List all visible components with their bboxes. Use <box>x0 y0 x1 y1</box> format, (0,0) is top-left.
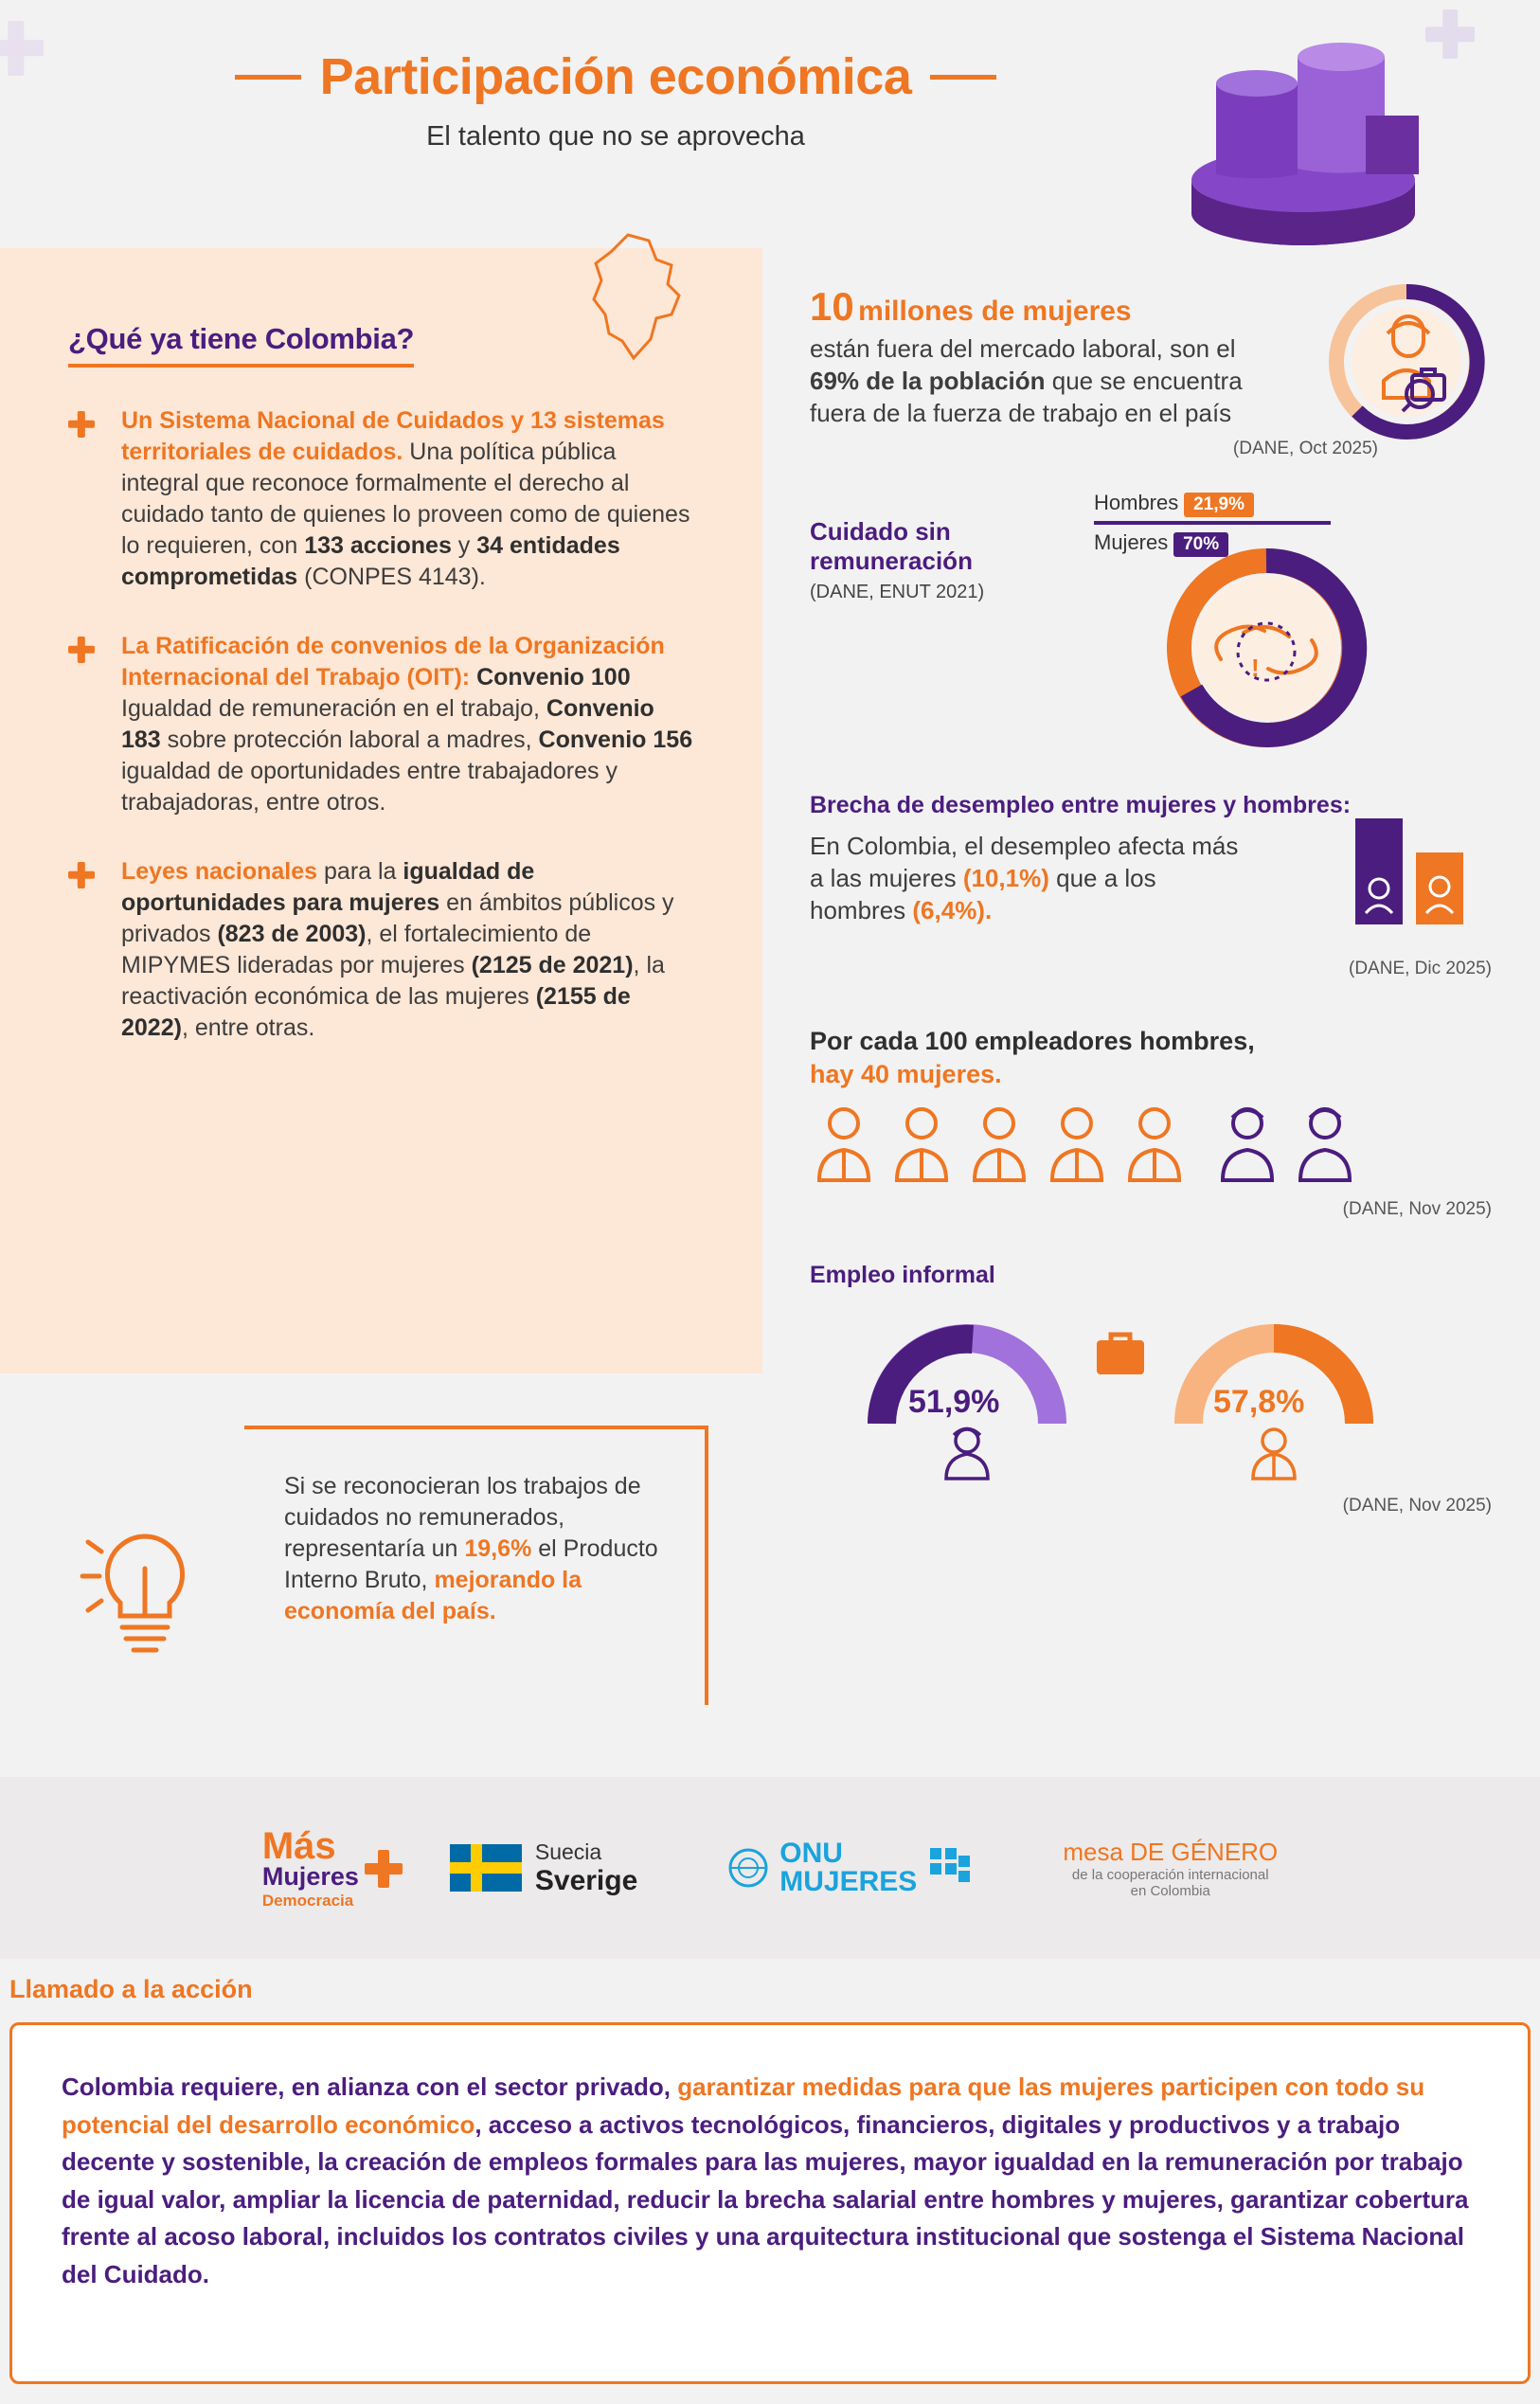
3d-bar-chart-decoration-icon <box>1180 28 1426 246</box>
woman-briefcase-magnifier-icon <box>1321 277 1492 447</box>
unemployment-gap-title: Brecha de desempleo entre mujeres y hombres: <box>810 792 1352 818</box>
informal-title: Empleo informal <box>810 1262 995 1288</box>
title-rule-right <box>930 75 996 80</box>
man-icon <box>1247 1424 1300 1480</box>
cross-icon <box>68 637 95 663</box>
legend-hombres: Hombres 21,9% <box>1094 491 1331 517</box>
legend-mujeres: Mujeres 70% <box>1094 530 1331 557</box>
gdp-callout-text: Si se reconocieran los trabajos de cuidados no remunerados, representaría un 19,6% el Producto Interno Bruto, mejorando la economía del país. <box>284 1473 658 1624</box>
informal-men-value: 57,8% <box>1213 1384 1305 1420</box>
suecia-sverige-logo: Suecia Sverige <box>450 1839 637 1897</box>
page-subtitle: El talento que no se aprovecha <box>426 121 805 152</box>
legend-divider <box>1094 521 1331 525</box>
cta-text: Colombia requiere, en alianza con el sector privado, garantizar medidas para que las mujeres participen con todo su potencial del desarrollo económico, acceso a activos tecnológicos, financieros, digitales y productivos y a trabajo decente y sostenible, la creación de empleos formales para las mujeres, mayor igualdad en la remuneración por trabajo de igual valor, ampliar la licencia de paternidad, reducir la brecha salarial entre hombres y mujeres, garantizar cobertura frente al acoso laboral, incluidos los contratos civiles y una arquitectura institucional que sostenga el Sistema Nacional del Cuidado. <box>62 2072 1469 2288</box>
unemployment-gap-text: En Colombia, el desempleo afecta más a las mujeres (10,1%) que a los hombres (6,4%). <box>810 832 1239 924</box>
woman-icon <box>940 1424 994 1480</box>
stat-employers <box>810 1027 1492 1245</box>
man-icon <box>887 1103 956 1184</box>
outside-market-text: están fuera del mercado laboral, son el 69% de la población que se encuentra fuera de la fuerza de trabajo en el país <box>810 334 1243 427</box>
woman-icon <box>1213 1103 1281 1184</box>
left-panel <box>0 248 762 1373</box>
unemployment-bar-chart <box>1334 815 1486 938</box>
header <box>0 0 1540 237</box>
list-item-text: Leyes nacionales para la igualdad de oportunidades para mujeres en ámbitos públicos y privados (823 de 2003), el fortalecimiento de MIPYMES lideradas por mujeres (2125 de 2021), la reactivación económica de las mujeres (2155 de 2022), entre otras. <box>121 858 674 1041</box>
title-rule-left <box>235 75 301 80</box>
unpaid-care-title: Cuidado sin remuneración <box>810 517 973 576</box>
title-row <box>0 47 1231 106</box>
right-column <box>810 284 1492 1525</box>
left-panel-heading: ¿Qué ya tiene Colombia? <box>68 322 414 368</box>
source-label: (DANE, Nov 2025) <box>1342 1199 1492 1219</box>
stat-unemployment-gap <box>810 792 1492 1010</box>
cross-icon <box>68 411 95 438</box>
informal-women-value: 51,9% <box>908 1384 1000 1420</box>
onu-mujeres-mark-icon <box>928 1846 972 1890</box>
colombia-map-icon <box>581 227 694 369</box>
outside-market-unit: millones de mujeres <box>858 296 1132 327</box>
unpaid-care-donut-chart <box>1153 534 1380 762</box>
man-icon <box>1120 1103 1189 1184</box>
employers-line2: hay 40 mujeres. <box>810 1060 1002 1088</box>
cross-icon <box>68 862 95 888</box>
gdp-callout-box <box>244 1426 708 1705</box>
source-label: (DANE, Nov 2025) <box>1342 1496 1492 1516</box>
un-emblem-icon <box>728 1848 768 1888</box>
source-label: (DANE, Dic 2025) <box>1349 959 1492 979</box>
source-label: (DANE, ENUT 2021) <box>810 582 985 603</box>
man-icon <box>1043 1103 1111 1184</box>
list-item-text: Un Sistema Nacional de Cuidados y 13 sistemas territoriales de cuidados. Una política pública integral que reconoce formalmente el derecho al cuidado tanto de quienes lo proveen como de quienes lo requieren, con 133 acciones y 34 entidades comprometidas (CONPES 4143). <box>121 407 690 590</box>
cross-icon <box>365 1850 403 1888</box>
cta-title: Llamado a la acción <box>9 1975 253 2003</box>
briefcase-icon <box>1092 1327 1149 1380</box>
page-title: Participación económica <box>319 48 912 105</box>
list-item <box>68 405 694 593</box>
employer-icons-row <box>810 1103 1492 1184</box>
stat-outside-labor-market <box>810 284 1492 474</box>
lightbulb-icon <box>69 1510 221 1671</box>
sweden-flag-icon <box>450 1844 522 1892</box>
mesa-de-genero-logo: mesa DE GÉNERO de la cooperación internacional en Colombia <box>1063 1837 1279 1899</box>
list-item-text: La Ratificación de convenios de la Organización Internacional del Trabajo (OIT): Convenio 100 Igualdad de remuneración en el trabajo, Convenio 183 sobre protección laboral a madres, Convenio 156 igualdad de oportunidades entre trabajadores y trabajadoras, entre otros. <box>121 633 693 816</box>
logo-band <box>0 1777 1540 1959</box>
employers-line1: Por cada 100 empleadores hombres, <box>810 1027 1255 1055</box>
onu-mujeres-logo: ONU MUJERES <box>728 1839 972 1896</box>
cta-box <box>9 2022 1531 2384</box>
outside-market-number: 10 <box>810 284 854 329</box>
man-icon <box>810 1103 878 1184</box>
list-item <box>68 856 694 1044</box>
list-item <box>68 631 694 818</box>
source-label: (DANE, Oct 2025) <box>1232 439 1378 459</box>
man-icon <box>965 1103 1033 1184</box>
svg-text:!: ! <box>1251 654 1260 682</box>
mas-mujeres-democracia-logo: Más Mujeres Democracia <box>262 1825 359 1911</box>
woman-icon <box>1291 1103 1359 1184</box>
stat-unpaid-care <box>810 491 1492 775</box>
stat-informal-employment <box>810 1262 1492 1516</box>
